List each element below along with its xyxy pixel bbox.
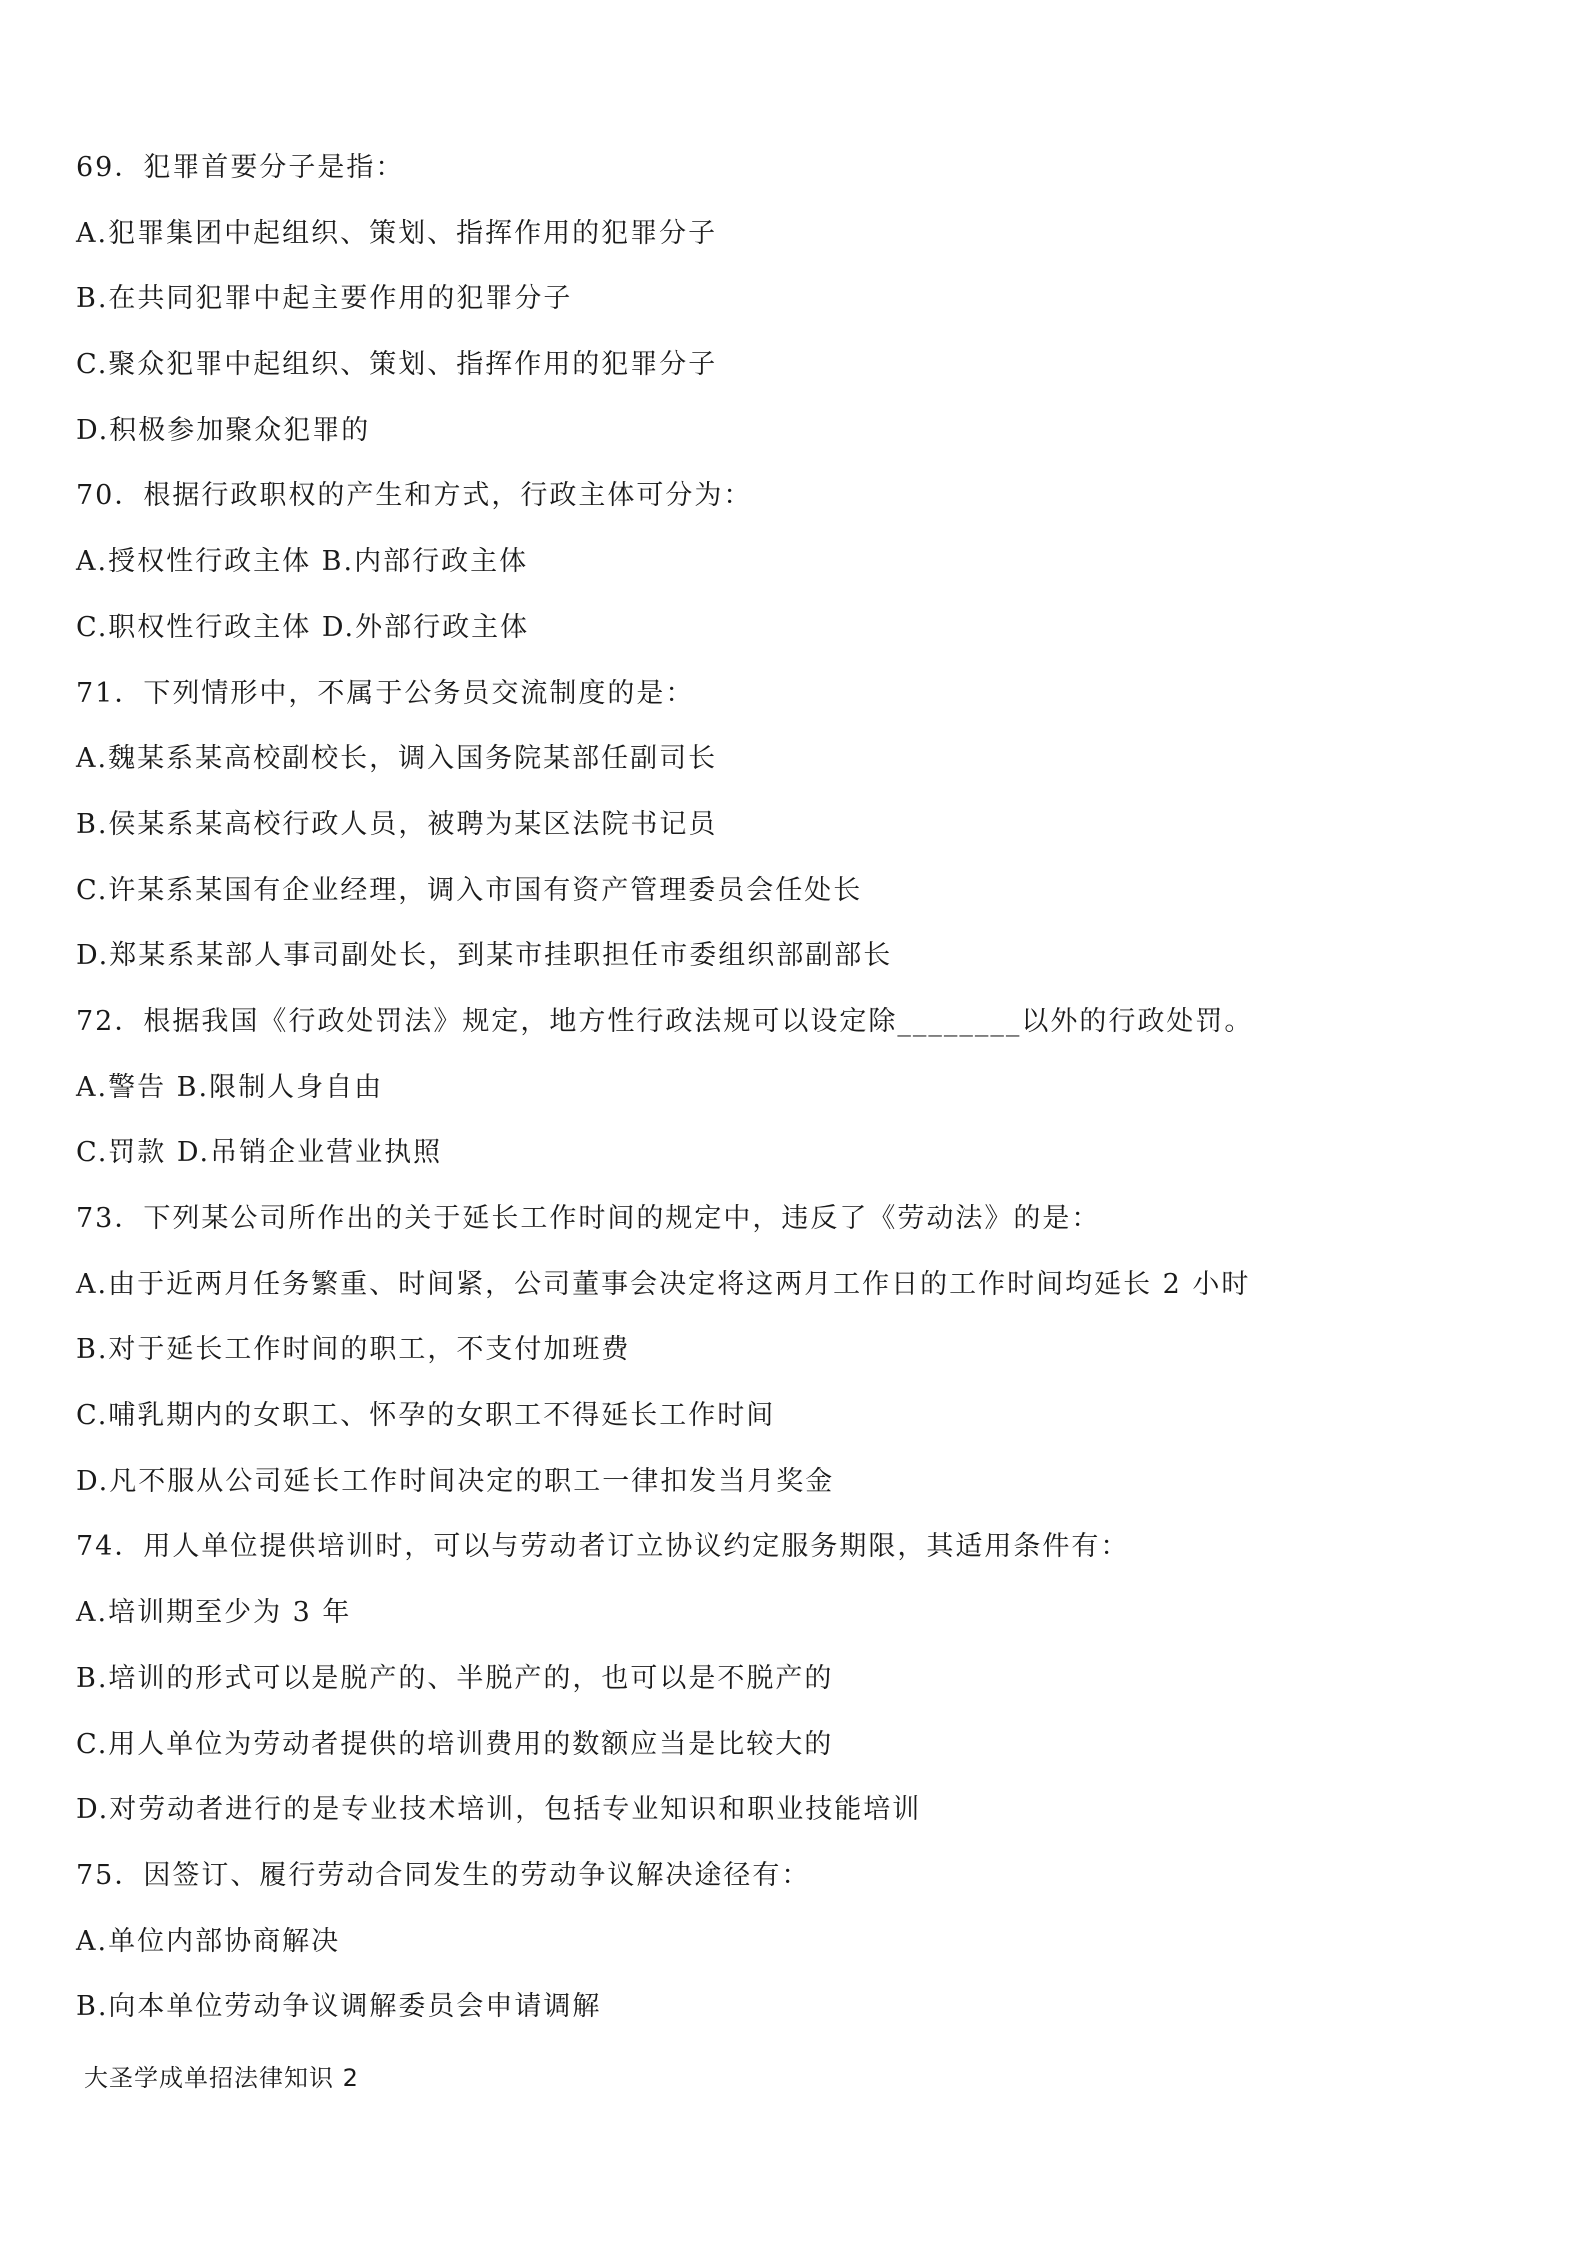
question-73-option-c: C.哺乳期内的女职工、怀孕的女职工不得延长工作时间 (76, 1400, 776, 1432)
question-75-option-a: A.单位内部协商解决 (76, 1925, 341, 1957)
question-71-option-b: B.侯某系某高校行政人员，被聘为某区法院书记员 (76, 808, 718, 840)
question-69-option-c: C.聚众犯罪中起组织、策划、指挥作用的犯罪分子 (76, 349, 718, 381)
question-74-stem: 74．用人单位提供培训时，可以与劳动者订立协议约定服务期限，其适用条件有： (76, 1531, 1130, 1563)
page-footer: 大圣学成单招法律知识 2 (84, 2064, 359, 2092)
question-71-option-c: C.许某系某国有企业经理，调入市国有资产管理委员会任处长 (76, 874, 863, 906)
question-73-option-b: B.对于延长工作时间的职工，不支付加班费 (76, 1334, 631, 1366)
question-73-option-a: A.由于近两月任务繁重、时间紧，公司董事会决定将这两月工作日的工作时间均延长 2 小时 (76, 1268, 1251, 1300)
question-73-option-d: D.凡不服从公司延长工作时间决定的职工一律扣发当月奖金 (76, 1465, 835, 1497)
question-70-options-ab: A.授权性行政主体 B.内部行政主体 (76, 546, 529, 578)
question-73-stem: 73．下列某公司所作出的关于延长工作时间的规定中，违反了《劳动法》的是： (76, 1203, 1101, 1234)
question-70-stem: 70．根据行政职权的产生和方式，行政主体可分为： (76, 480, 753, 512)
question-list (76, 150, 1516, 2055)
question-70-options-cd: C.职权性行政主体 D.外部行政主体 (76, 611, 530, 643)
question-74-option-a: A.培训期至少为 3 年 (76, 1597, 352, 1629)
question-69-stem: 69．犯罪首要分子是指： (76, 152, 405, 183)
question-75-stem: 75．因签订、履行劳动合同发生的劳动争议解决途径有： (76, 1859, 811, 1891)
question-69-option-a: A.犯罪集团中起组织、策划、指挥作用的犯罪分子 (76, 217, 718, 249)
question-71-option-d: D.郑某系某部人事司副处长，到某市挂职担任市委组织部副部长 (76, 940, 893, 972)
question-74-option-b: B.培训的形式可以是脱产的、半脱产的，也可以是不脱产的 (76, 1662, 834, 1694)
question-74-option-d: D.对劳动者进行的是专业技术培训，包括专业知识和职业技能培训 (76, 1794, 922, 1826)
question-71-stem: 71．下列情形中，不属于公务员交流制度的是： (76, 677, 695, 709)
question-72-options-ab: A.警告 B.限制人身自由 (76, 1071, 384, 1103)
question-69-option-d: D.积极参加聚众犯罪的 (76, 414, 371, 446)
question-72-options-cd: C.罚款 D.吊销企业营业执照 (76, 1137, 443, 1169)
question-72-stem: 72．根据我国《行政处罚法》规定，地方性行政法规可以设定除________以外的行政处罚。 (76, 1005, 1254, 1037)
question-75-option-b: B.向本单位劳动争议调解委员会申请调解 (76, 1991, 602, 2023)
question-74-option-c: C.用人单位为劳动者提供的培训费用的数额应当是比较大的 (76, 1728, 834, 1760)
question-71-option-a: A.魏某系某高校副校长，调入国务院某部任副司长 (76, 743, 718, 775)
question-69-option-b: B.在共同犯罪中起主要作用的犯罪分子 (76, 283, 573, 315)
